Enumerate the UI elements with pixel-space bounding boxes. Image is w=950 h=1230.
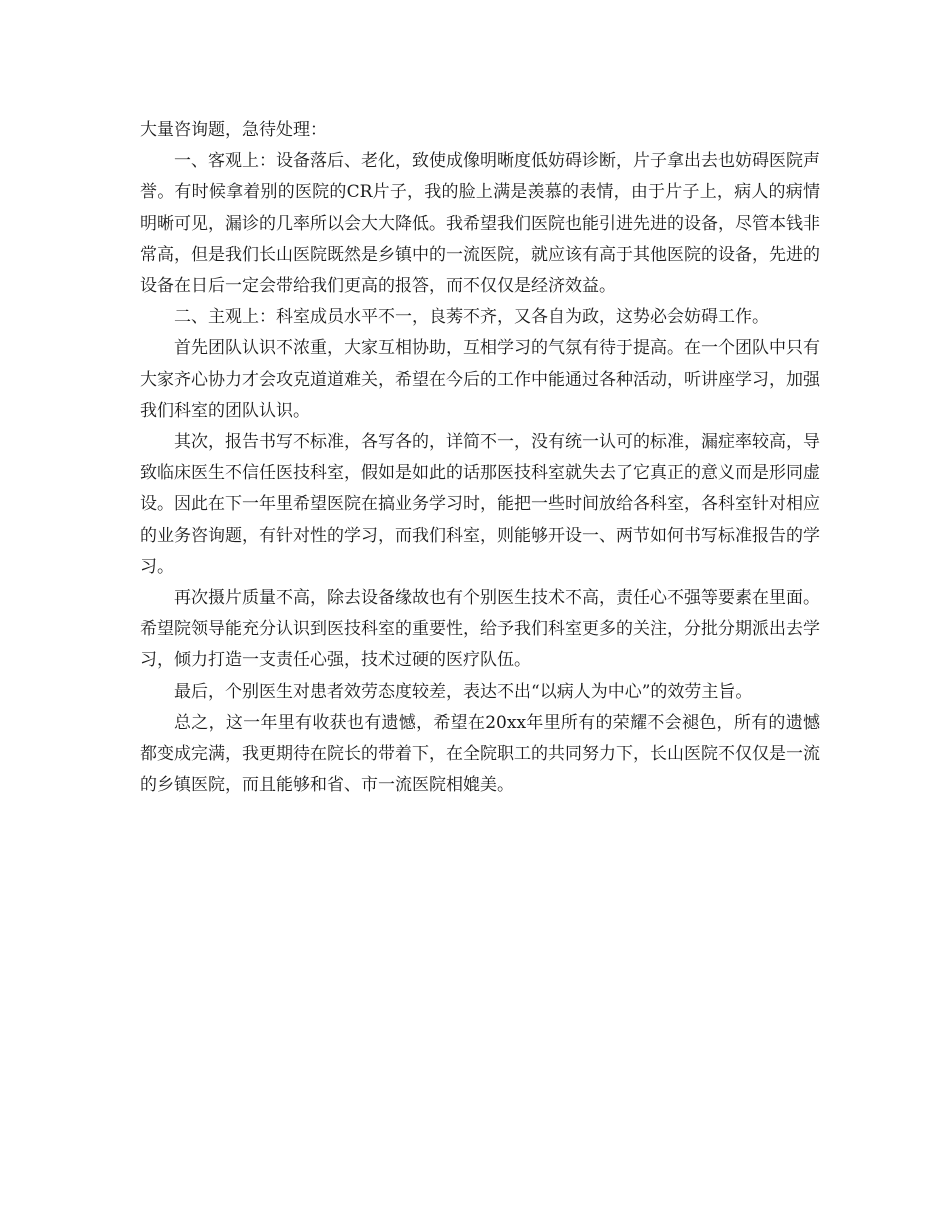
paragraph-objective: 一、客观上：设备落后、老化，致使成像明晰度低妨碍诊断，片子拿出去也妨碍医院声誉。有时候拿着别的医院的CR片子，我的脸上满是羡慕的表情，由于片子上，病人的病情明晰可见，漏诊的几率所以会大大降低。我希望我们医院也能引进先进的设备，尽管本钱非常高，但是我们长山医院既然是乡镇中的一流医院，就应该有高于其他医院的设备，先进的设备在日后一定会带给我们更高的报答，而不仅仅是经济效益。 <box>140 151 820 297</box>
document-body <box>140 115 820 801</box>
paragraph-service-attitude: 最后，个别医生对患者效劳态度较差，表达不出“以病人为中心”的效劳主旨。 <box>174 681 753 702</box>
paragraph-subjective: 二、主观上：科室成员水平不一，良莠不齐，又各自为政，这势必会妨碍工作。 <box>174 307 769 328</box>
paragraph-report-writing: 其次，报告书写不标准，各写各的，详简不一，没有统一认可的标准，漏症率较高，导致临床医生不信任医技科室，假如是如此的话那医技科室就失去了它真正的意义而是形同虚设。因此在下一年里希望医院在搞业务学习时，能把一些时间放给各科室，各科室针对相应的业务咨询题，有针对性的学习，而我们科室，则能够开设一、两节如何书写标准报告的学习。 <box>140 432 820 577</box>
paragraph-film-quality: 再次摄片质量不高，除去设备缘故也有个别医生技术不高，责任心不强等要素在里面。希望院领导能充分认识到医技科室的重要性，给予我们科室更多的关注，分批分期派出去学习，倾力打造一支责任心强，技术过硬的医疗队伍。 <box>140 588 820 671</box>
paragraph-team-awareness: 首先团队认识不浓重，大家互相协助，互相学习的气氛有待于提高。在一个团队中只有大家齐心协力才会攻克道道难关，希望在今后的工作中能通过各种活动，听讲座学习，加强我们科室的团队认识。 <box>140 338 820 421</box>
paragraph-conclusion: 总之，这一年里有收获也有遗憾，希望在20xx年里所有的荣耀不会褪色，所有的遗憾都变成完满，我更期待在院长的带着下，在全院职工的共同努力下，长山医院不仅仅是一流的乡镇医院，而且能够和省、市一流医院相媲美。 <box>140 712 820 796</box>
paragraph-intro: 大量咨询题，急待处理： <box>140 120 327 140</box>
